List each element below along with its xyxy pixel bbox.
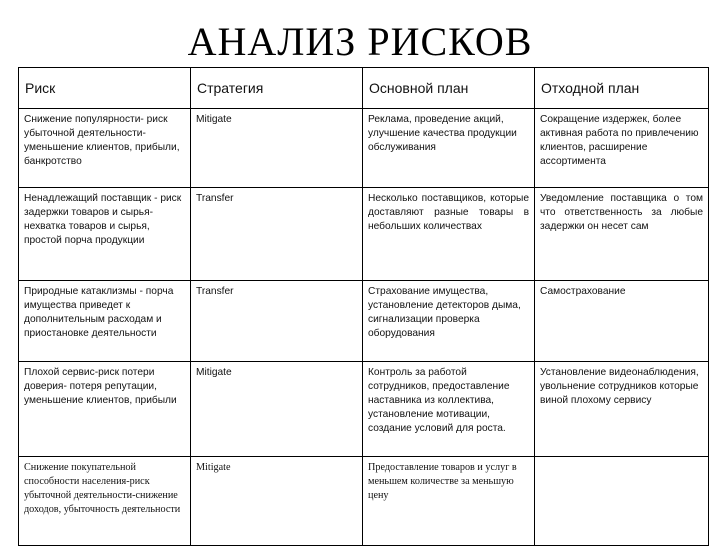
cell-risk: Ненадлежащий поставщик - риск задержки товаров и сырья- нехватка товаров и сырья, простой порча продукции xyxy=(19,188,191,281)
cell-main-plan: Контроль за работой сотрудников, предоставление наставника из коллектива, установление мотивации, создание условий для роста. xyxy=(363,362,535,457)
cell-main-plan: Предоставление товаров и услуг в меньшем количестве за меньшую цену xyxy=(363,457,535,546)
cell-fallback-plan: Сокращение издержек, более активная работа по привлечению клиентов, расширение ассортимента xyxy=(535,109,709,188)
table-row xyxy=(19,457,709,546)
cell-risk: Снижение покупательной способности населения-риск убыточной деятельности-снижение доходов, убыточность деятельности xyxy=(19,457,191,546)
cell-risk: Снижение популярности- риск убыточной деятельности- уменьшение клиентов, прибыли, банкротство xyxy=(19,109,191,188)
table-row xyxy=(19,188,709,281)
cell-strategy: Transfer xyxy=(191,188,363,281)
header-risk: Риск xyxy=(19,68,191,109)
cell-strategy: Mitigate xyxy=(191,362,363,457)
table-row xyxy=(19,109,709,188)
cell-fallback-plan: Уведомление поставщика о том что ответственность за любые задержки он несет сам xyxy=(535,188,709,281)
table-header-row xyxy=(19,68,709,109)
table-row xyxy=(19,362,709,457)
risk-analysis-table xyxy=(18,67,709,546)
cell-main-plan: Страхование имущества, установление детекторов дыма, сигнализации проверка оборудования xyxy=(363,281,535,362)
cell-fallback-plan xyxy=(535,457,709,546)
cell-strategy: Mitigate xyxy=(191,457,363,546)
cell-main-plan: Реклама, проведение акций, улучшение качества продукции обслуживания xyxy=(363,109,535,188)
header-fallback-plan: Отходной план xyxy=(535,68,709,109)
cell-strategy: Mitigate xyxy=(191,109,363,188)
cell-risk: Плохой сервис-риск потери доверия- потеря репутации, уменьшение клиентов, прибыли xyxy=(19,362,191,457)
cell-fallback-plan: Самострахование xyxy=(535,281,709,362)
cell-main-plan: Несколько поставщиков, которые доставляют разные товары в небольших количествах xyxy=(363,188,535,281)
page-title: АНАЛИЗ РИСКОВ xyxy=(187,19,533,64)
cell-strategy: Transfer xyxy=(191,281,363,362)
cell-risk: Природные катаклизмы - порча имущества приведет к дополнительным расходам и приостановке деятельности xyxy=(19,281,191,362)
cell-fallback-plan: Установление видеонаблюдения, увольнение сотрудников которые виной плохому сервису xyxy=(535,362,709,457)
table-row xyxy=(19,281,709,362)
header-main-plan: Основной план xyxy=(363,68,535,109)
header-strategy: Стратегия xyxy=(191,68,363,109)
